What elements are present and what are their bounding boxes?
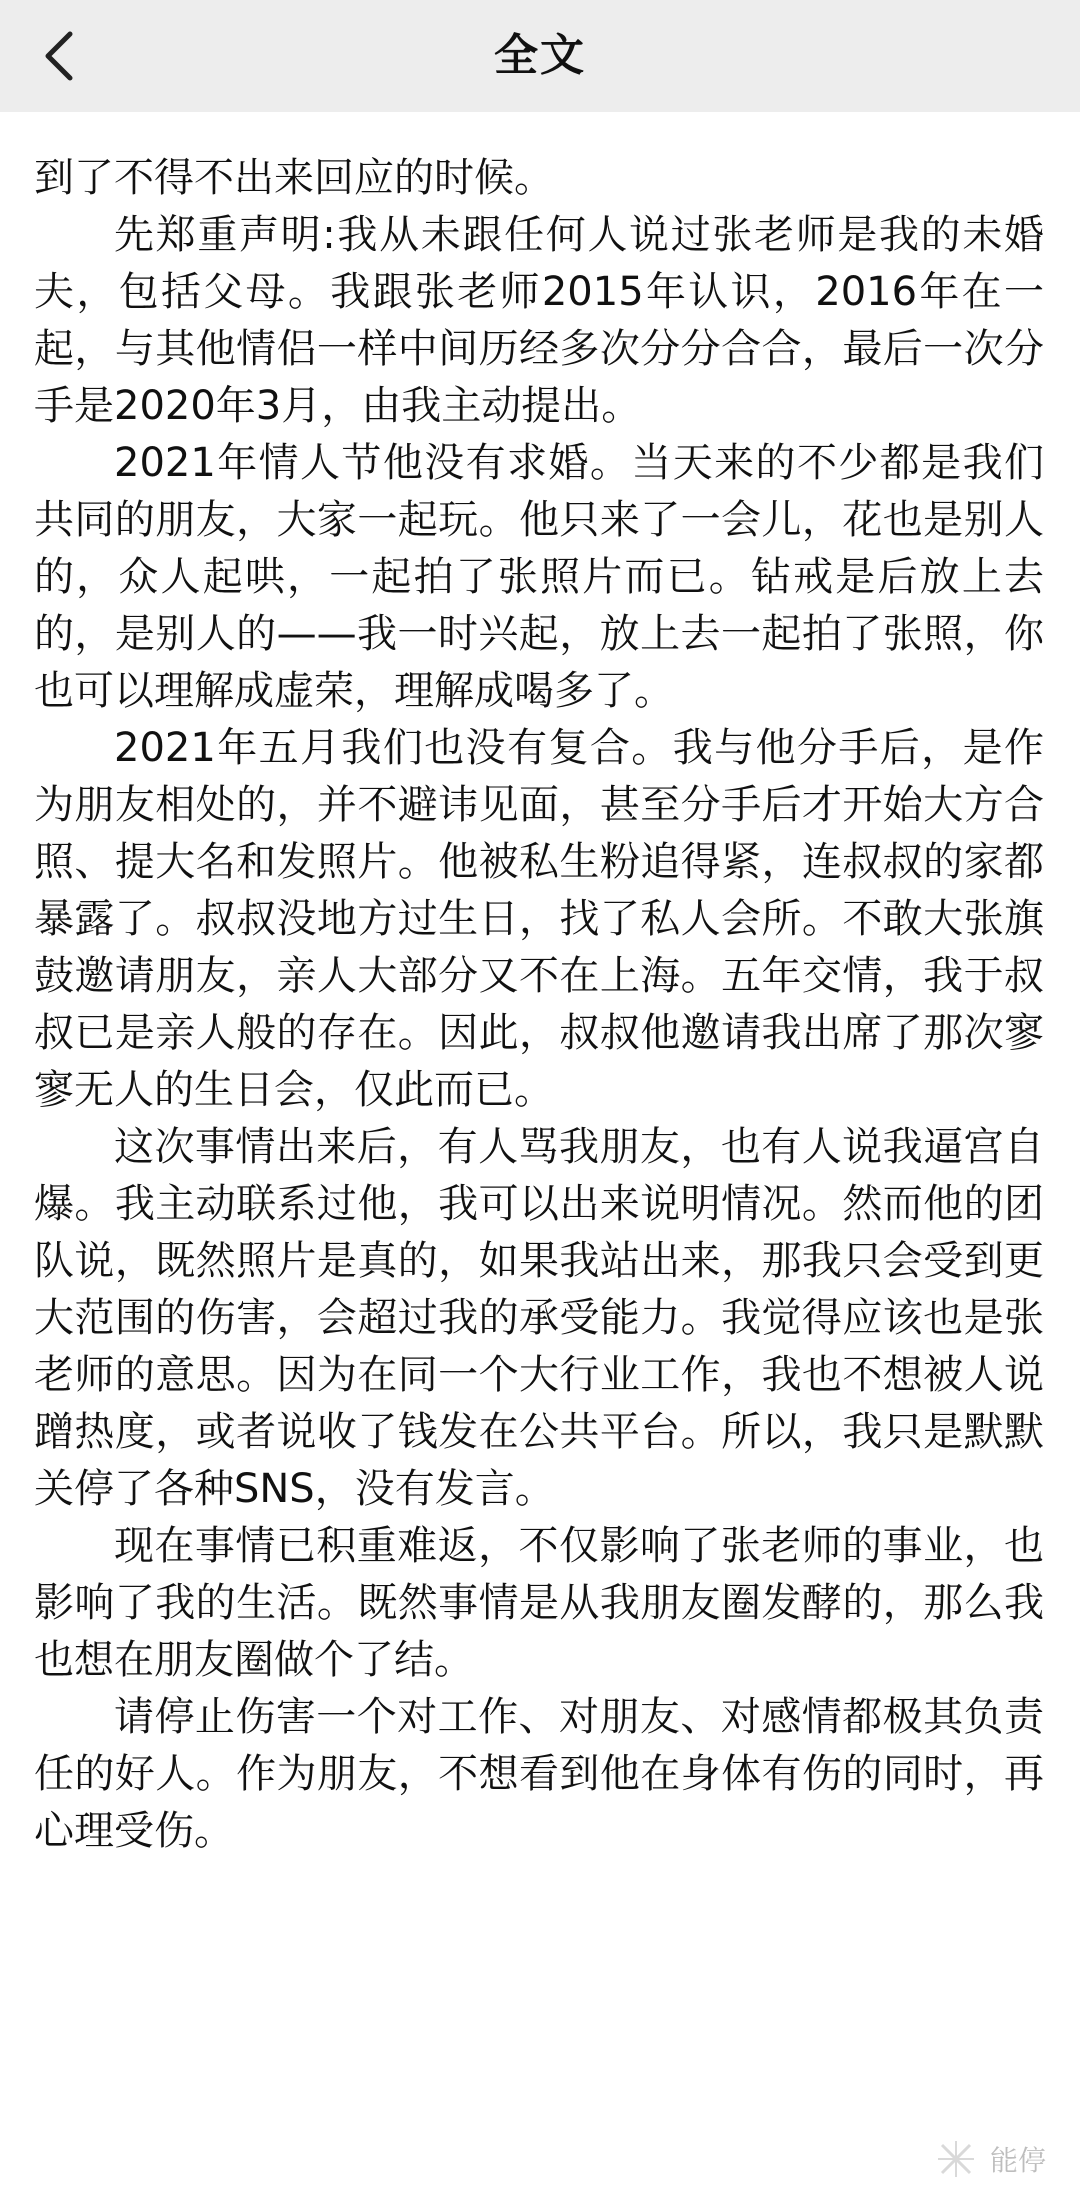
top-bar [0,0,1080,112]
article-paragraph-3: 2021年情人节他没有求婚。当天来的不少都是我们共同的朋友，大家一起玩。他只来了一会儿，花也是别人的，众人起哄，一起拍了张照片而已。钻戒是后放上去的，是别人的——我一时兴起，放上去一起拍了张照，你也可以理解成虚荣，理解成喝多了。 [34,440,1044,714]
watermark-logo-icon [934,2137,978,2181]
article-paragraph-7: 请停止伤害一个对工作、对朋友、对感情都极其负责任的好人。作为朋友，不想看到他在身体有伤的同时，再心理受伤。 [34,1694,1044,1854]
page-title: 全文 [494,30,586,81]
article-paragraph-1: 到了不得不出来回应的时候。 [34,155,554,201]
article-paragraph-2: 先郑重声明:我从未跟任何人说过张老师是我的未婚夫，包括父母。我跟张老师2015年认识，2016年在一起，与其他情侣一样中间历经多次分分合合，最后一次分手是2020年3月，由我主动提出。 [34,212,1044,429]
article-paragraph-6: 现在事情已积重难返，不仅影响了张老师的事业，也影响了我的生活。既然事情是从我朋友圈发酵的，那么我也想在朋友圈做个了结。 [34,1523,1044,1683]
article-paragraph-4: 2021年五月我们也没有复合。我与他分手后，是作为朋友相处的，并不避讳见面，甚至分手后才开始大方合照、提大名和发照片。他被私生粉追得紧，连叔叔的家都暴露了。叔叔没地方过生日，找了私人会所。不敢大张旗鼓邀请朋友，亲人大部分又不在上海。五年交情，我于叔叔已是亲人般的存在。因此，叔叔他邀请我出席了那次寥寥无人的生日会，仅此而已。 [34,725,1044,1113]
article-paragraph-5: 这次事情出来后，有人骂我朋友，也有人说我逼宫自爆。我主动联系过他，我可以出来说明情况。然而他的团队说，既然照片是真的，如果我站出来，那我只会受到更大范围的伤害，会超过我的承受能力。我觉得应该也是张老师的意思。因为在同一个大行业工作，我也不想被人说蹭热度，或者说收了钱发在公共平台。所以，我只是默默关停了各种SNS，没有发言。 [34,1124,1044,1512]
article-body [34,150,1044,1860]
watermark-text: 能停 [989,2144,1046,2177]
watermark [934,2137,1046,2181]
